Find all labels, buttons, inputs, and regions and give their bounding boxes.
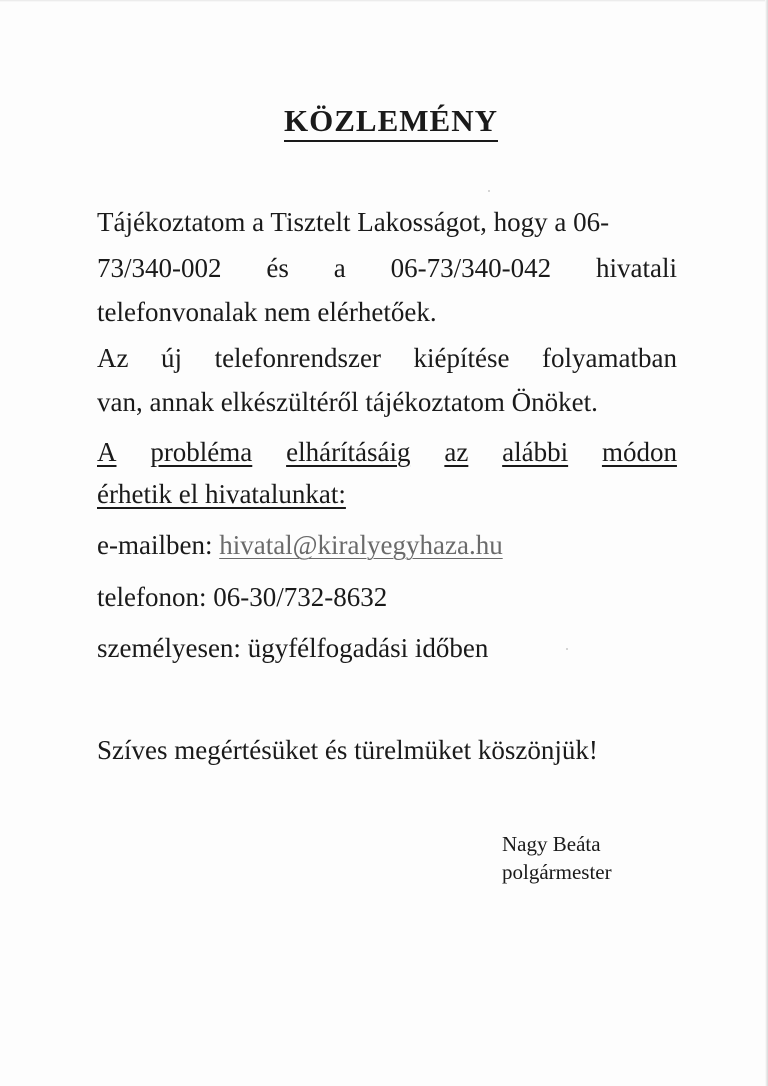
paragraph-1-line-2 — [97, 250, 677, 286]
word: kiépítése — [413, 343, 510, 373]
paragraph-2-line-2: van, annak elkészültéről tájékoztatom Önöket. — [97, 387, 598, 417]
contact-in-person: személyesen: ügyfélfogadási időben — [97, 633, 489, 663]
word: 06-73/340-042 — [390, 253, 552, 283]
scan-edge — [0, 0, 768, 2]
scan-speck — [488, 190, 490, 192]
word: az — [444, 437, 469, 467]
signature-name: Nagy Beáta — [502, 832, 601, 856]
signature-role: polgármester — [502, 860, 612, 884]
closing-text: Szíves megértésüket és türelmüket köszönjük! — [97, 735, 598, 765]
paragraph-3-line-2-text: érhetik el hivatalunkat: — [97, 479, 346, 509]
word: telefonrendszer — [214, 343, 381, 373]
contact-email — [97, 527, 677, 563]
word: probléma — [150, 437, 253, 467]
word: és — [266, 253, 289, 283]
word: a — [333, 253, 346, 283]
word: új — [161, 343, 183, 373]
word: alábbi — [502, 437, 569, 467]
paragraph-3-line-1 — [97, 434, 677, 470]
word: A — [97, 437, 117, 467]
email-label: e-mailben: — [97, 530, 220, 560]
word: 73/340-002 — [97, 253, 222, 283]
word: módon — [601, 437, 677, 467]
paragraph-2-line-1 — [97, 340, 677, 376]
paragraph-3-line-2 — [97, 476, 677, 512]
paragraph-1-line-3: telefonvonalak nem elérhetőek. — [97, 297, 437, 327]
word: hivatali — [595, 253, 677, 283]
word: Az — [97, 343, 129, 373]
paragraph-1-line-1: Tájékoztatom a Tisztelt Lakosságot, hogy a 06- — [97, 207, 610, 237]
title-text: KÖZLEMÉNY — [284, 102, 498, 142]
word: folyamatban — [542, 343, 677, 373]
page-title — [0, 102, 768, 142]
email-link[interactable]: hivatal@kiralyegyhaza.hu — [219, 530, 503, 560]
contact-phone: telefonon: 06-30/732-8632 — [97, 582, 388, 612]
word: elhárításáig — [286, 437, 411, 467]
